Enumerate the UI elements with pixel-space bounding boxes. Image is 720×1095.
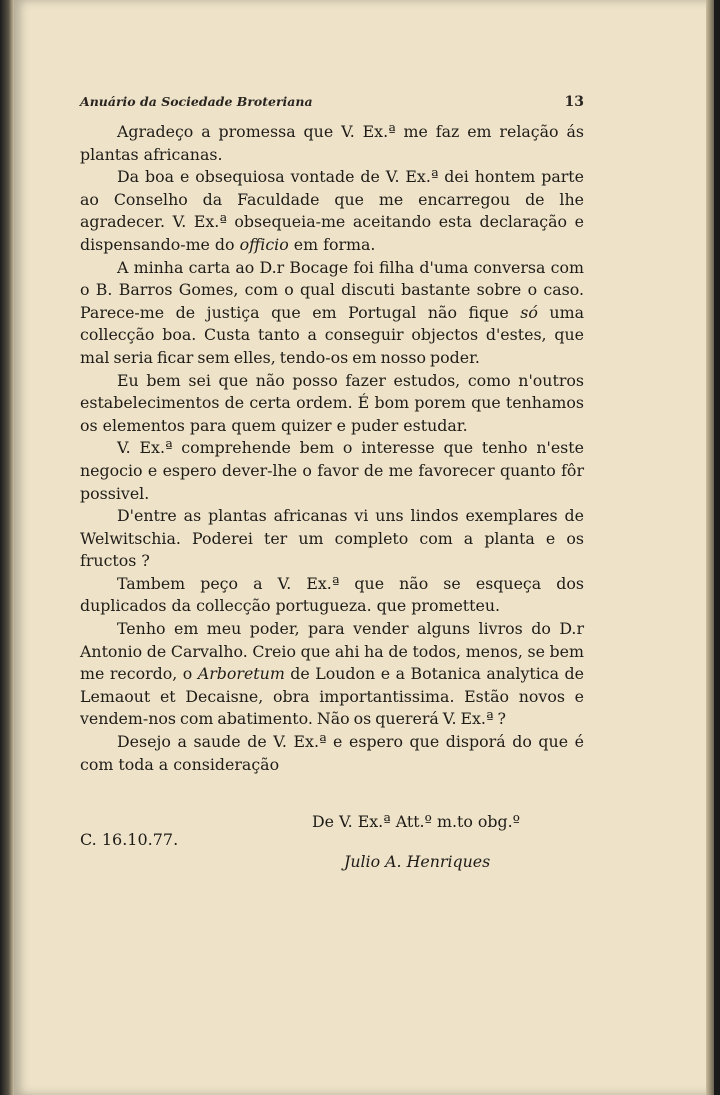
paragraph: Tambem peço a V. Ex.ª que não se esqueça dos duplicados da collecção portugueza. que prometteu. <box>80 573 584 616</box>
paragraph: Tenho em meu poder, para vender alguns livros do D.r Antonio de Carvalho. Creio que ahi ha de todos, menos, se bem me recordo, o Arboretum de Loudon e a Botanica analytica de Lemaout et Decaisne, obra importantissima. Estão novos e vendem-nos com abatimento. Não os quererá V. Ex.ª ? <box>80 619 585 729</box>
page-number: 13 <box>564 94 584 110</box>
letter-body <box>80 121 584 776</box>
paragraph: A minha carta ao D.r Bocage foi filha d'uma conversa com o B. Barros Gomes, com o qual discuti bastante sobre o caso. Parece-me de justiça que em Portugal não fique só uma collecção boa. Custa tanto a conseguir objectos d'estes, que mal seria ficar sem elles, tendo-os em nosso poder. <box>80 257 585 367</box>
paragraph: V. Ex.ª comprehende bem o interesse que tenho n'este negocio e espero dever-lhe o favor de me favorecer quanto fôr possivel. <box>80 438 584 503</box>
closing-salutation: De V. Ex.ª Att.º m.to obg.º <box>312 812 521 831</box>
letter-date: C. 16.10.77. <box>80 830 179 849</box>
journal-title: Anuário da Sociedade Broteriana <box>80 94 313 109</box>
paragraph: Eu bem sei que não posso fazer estudos, como n'outros estabelecimentos de certa ordem. É bom porem que tenhamos os elementos para quem quizer e puder estudar. <box>80 370 584 435</box>
page-edge <box>706 0 714 1095</box>
paragraph: D'entre as plantas africanas vi uns lindos exemplares de Welwitschia. Poderei ter um completo com a planta e os fructos ? <box>80 506 584 571</box>
book-gutter <box>0 0 14 1095</box>
running-header <box>80 94 584 114</box>
paragraph: Agradeço a promessa que V. Ex.ª me faz em relação ás plantas africanas. <box>80 122 584 164</box>
paragraph: Desejo a saude de V. Ex.ª e espero que disporá do que é com toda a consideração <box>80 732 584 774</box>
paragraph: Da boa e obsequiosa vontade de V. Ex.ª dei hontem parte ao Conselho da Faculdade que me encarregou de lhe agradecer. V. Ex.ª obsequeia-me aceitando esta declaração e dispensando-me do officio em forma. <box>80 167 584 254</box>
signature: Julio A. Henriques <box>344 852 491 871</box>
